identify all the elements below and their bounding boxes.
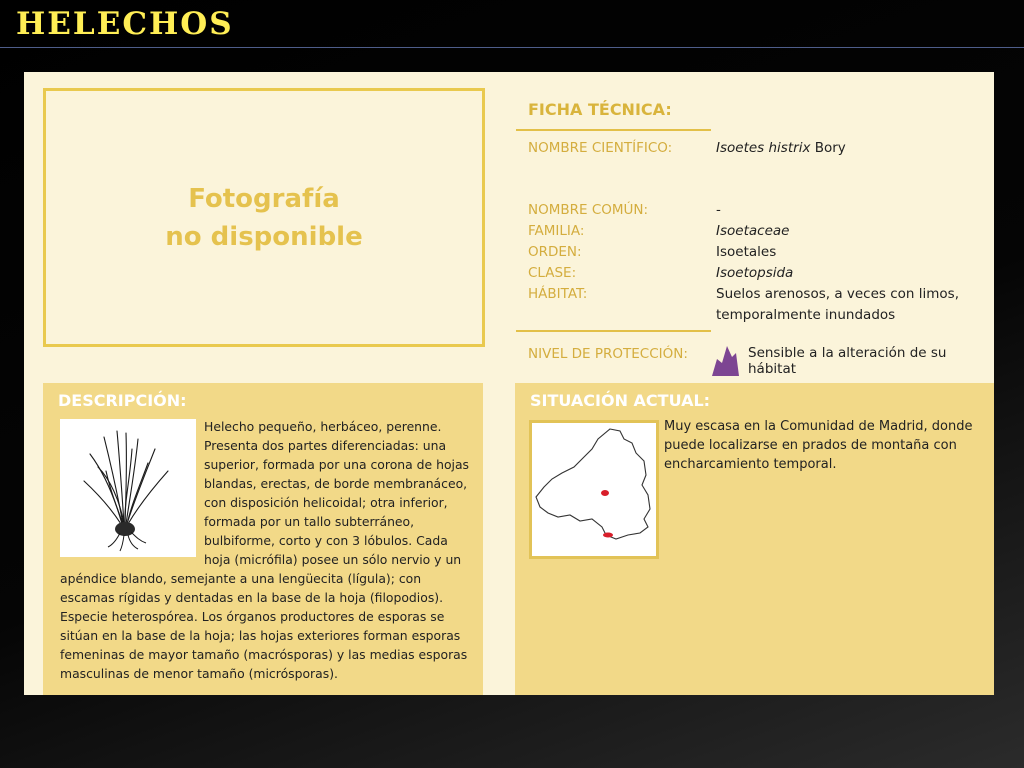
fern-drawing	[60, 419, 196, 557]
nivel-proteccion-value: Sensible a la alteración de su hábitat	[748, 345, 947, 377]
habitat-value: Suelos arenosos, a veces con limos, temporalmente inundados	[716, 286, 959, 323]
ficha-divider-bottom	[516, 330, 711, 332]
situacion-heading: SITUACIÓN ACTUAL:	[530, 391, 711, 410]
species-sheet	[24, 72, 994, 695]
habitat-label: HÁBITAT:	[528, 286, 588, 302]
nombre-cientifico-label: NOMBRE CIENTÍFICO:	[528, 140, 673, 156]
familia-label: FAMILIA:	[528, 223, 585, 239]
title-divider	[0, 47, 1024, 48]
protection-level-mountain-icon	[710, 343, 740, 377]
descripcion-text: Helecho pequeño, herbáceo, perenne. Presenta dos partes diferenciadas: una superior, formada por una corona de hojas blandas, erectas, de borde membranáceo, con disposición helicoidal; otra inferior, formada por un tallo subterráneo, bulbiforme, corto y con 3 lóbulos. Cada hoja (micrófila) posee un sólo nervio y un apéndice blando, semejante a una lengüecita (lígula); con escamas rígidas y dentadas en la base de la hoja (filopodios). Especie heterospórea. Los órganos productores de esporas se sitúan en la base de la hoja; las hojas exteriores forman esporas femeninas de mayor tamaño (macrósporas) y las medias esporas masculinas de menor tamaño (micrósporas).	[60, 419, 470, 681]
nombre-cientifico-value	[716, 140, 846, 156]
ficha-divider-top	[516, 129, 711, 131]
situacion-text: Muy escasa en la Comunidad de Madrid, donde puede localizarse en prados de montaña con encharcamiento temporal.	[664, 419, 973, 472]
orden-value: Isoetales	[716, 244, 777, 260]
nombre-comun-value: -	[716, 202, 721, 218]
clase-label: CLASE:	[528, 265, 577, 281]
descripcion-panel	[43, 383, 483, 695]
fern-illustration	[60, 419, 196, 557]
familia-value: Isoetaceae	[716, 223, 790, 239]
photo-placeholder	[43, 88, 485, 347]
orden-label: ORDEN:	[528, 244, 582, 260]
clase-value: Isoetopsida	[716, 265, 794, 281]
nombre-comun-label: NOMBRE COMÚN:	[528, 202, 649, 218]
descripcion-body	[60, 417, 475, 683]
slide-title: HELECHOS	[16, 6, 234, 42]
descripcion-heading: DESCRIPCIÓN:	[58, 391, 187, 410]
ficha-heading: FICHA TÉCNICA:	[528, 100, 672, 119]
nivel-proteccion-label: NIVEL DE PROTECCIÓN:	[528, 346, 688, 362]
nombre-cientifico-author: Bory	[810, 140, 846, 156]
photo-placeholder-text: Fotografía no disponible	[165, 183, 363, 252]
situacion-panel	[515, 383, 994, 695]
madrid-map-drawing	[532, 423, 656, 556]
madrid-region-map	[529, 420, 659, 559]
nombre-cientifico-species: Isoetes histrix	[716, 140, 811, 156]
